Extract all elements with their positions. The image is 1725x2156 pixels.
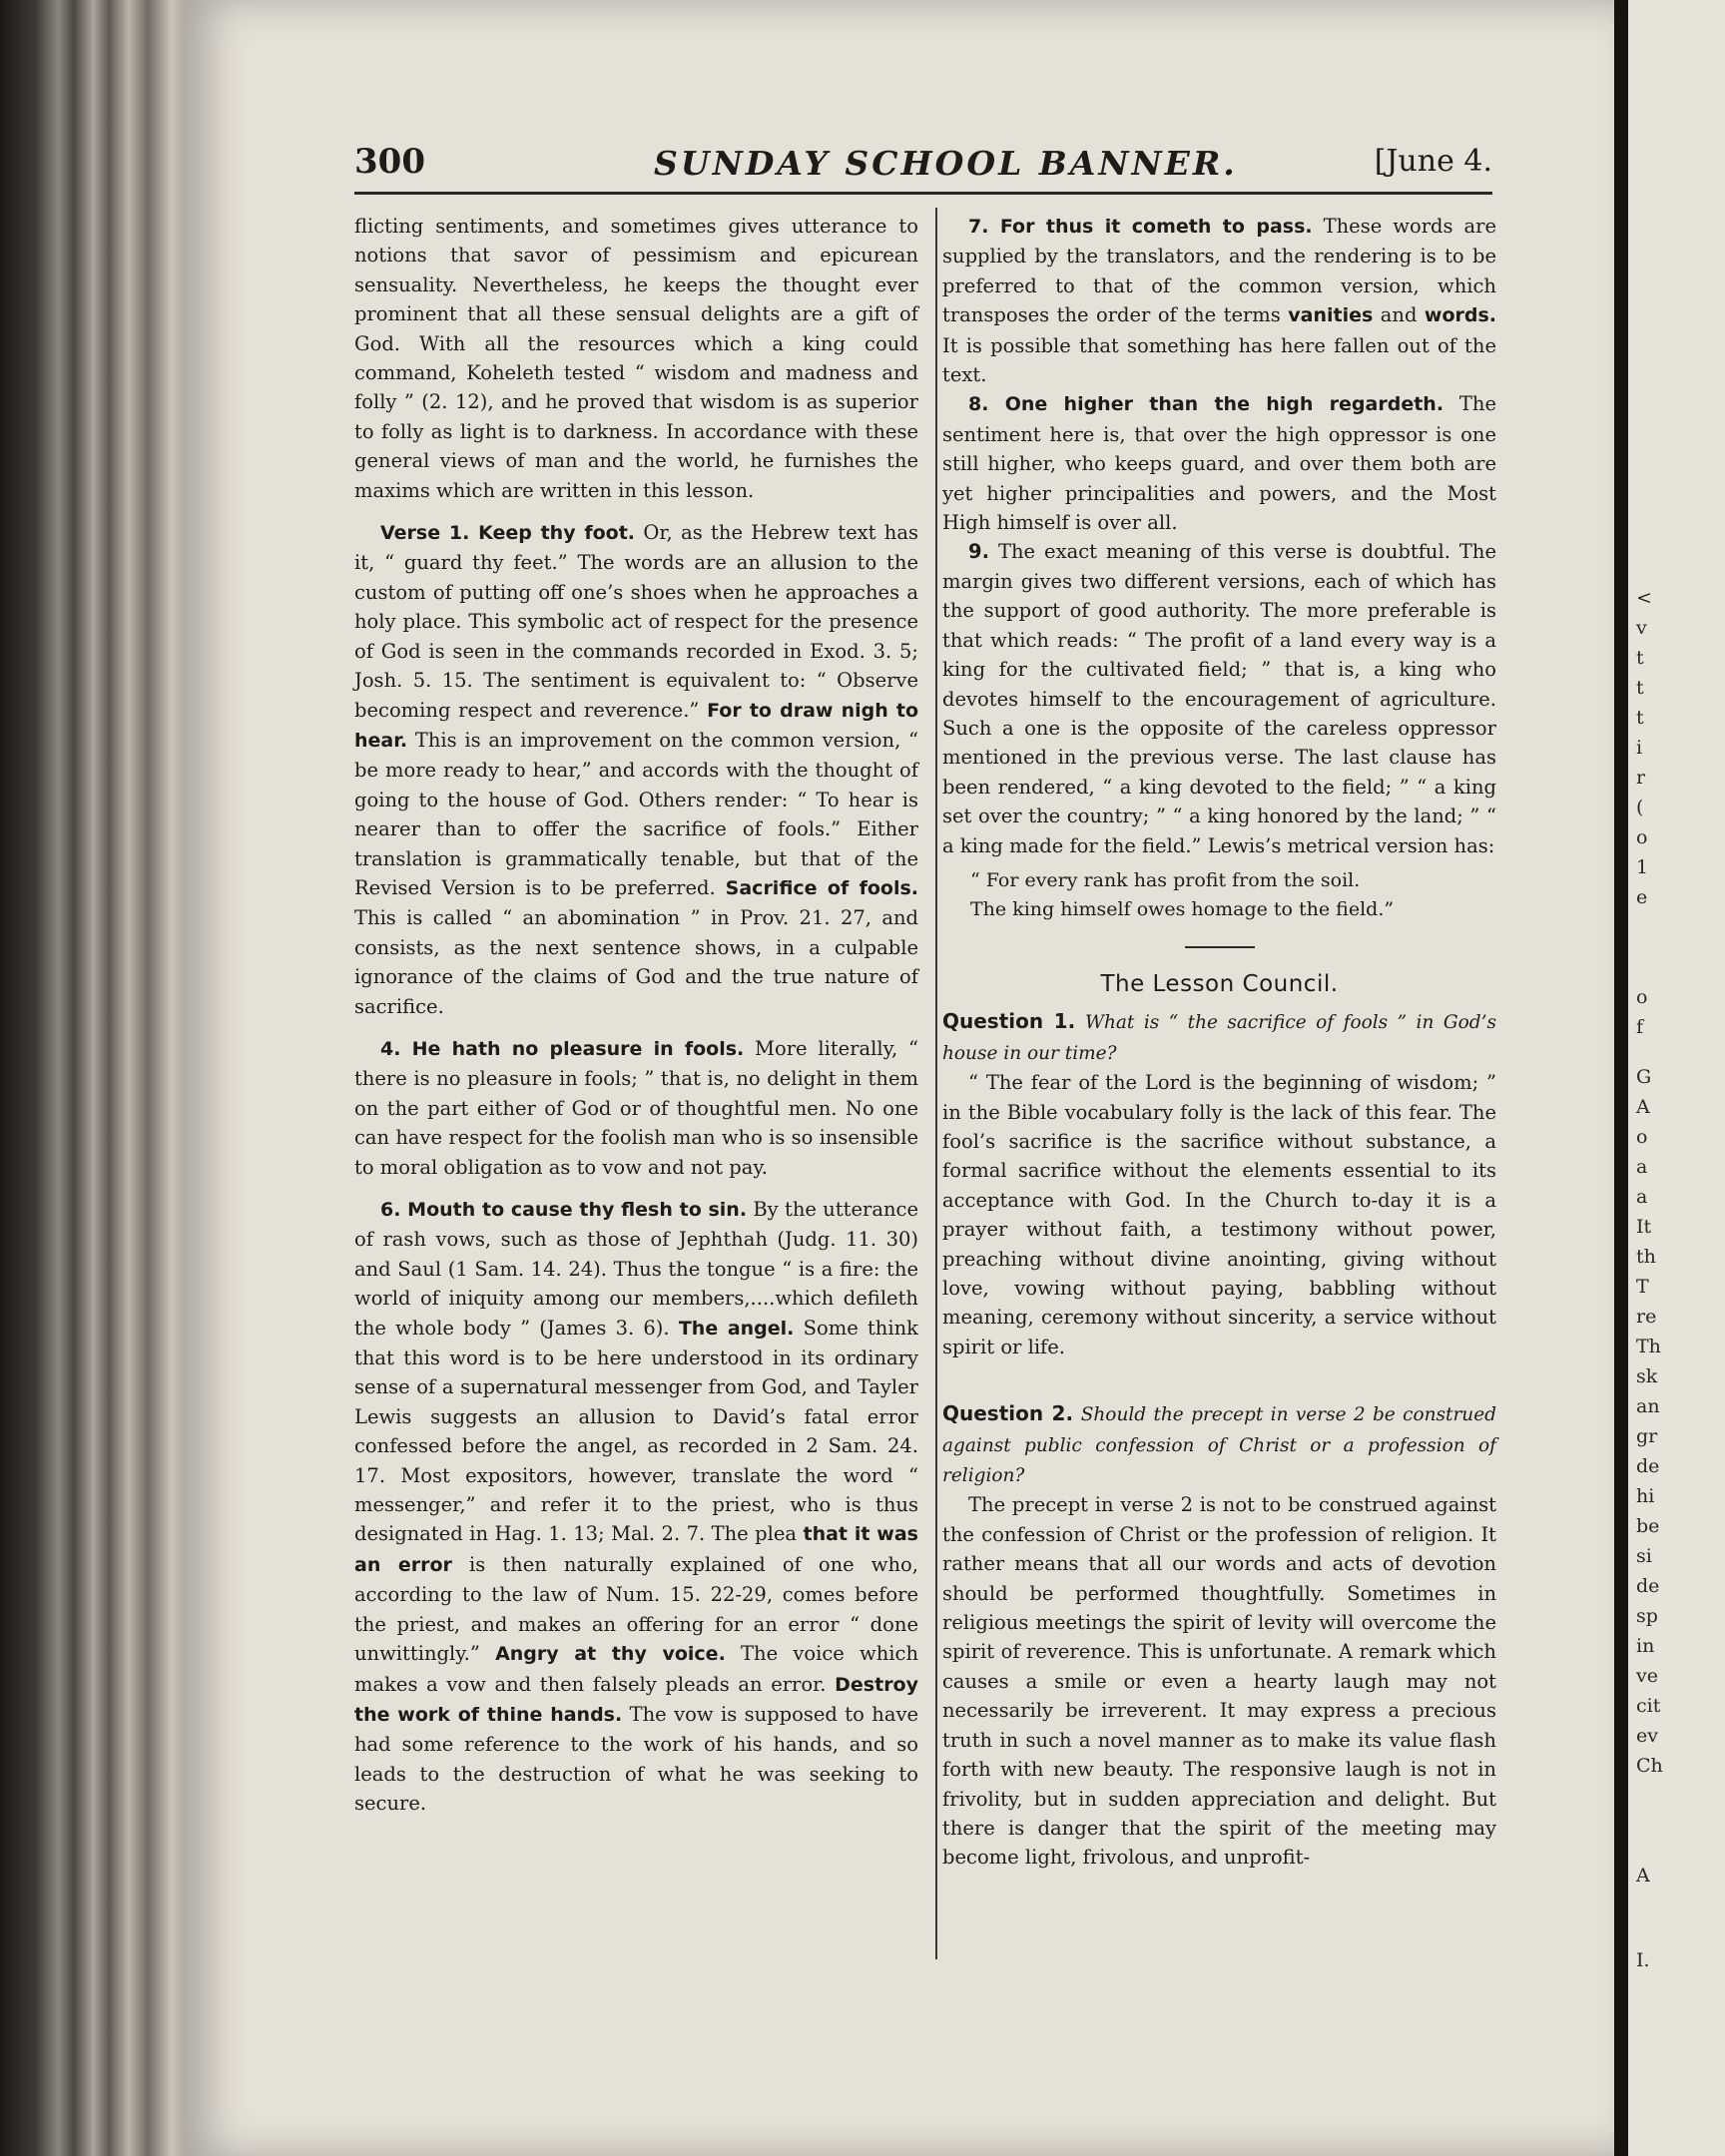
next-page-text-fragment: th [1636, 1246, 1656, 1268]
next-page-text-fragment: t [1636, 647, 1644, 669]
verse-heading: 4. He hath no pleasure in fools. [380, 1037, 745, 1060]
running-title: SUNDAY SCHOOL BANNER. [654, 144, 1238, 183]
next-page-text-fragment: ev [1636, 1725, 1658, 1747]
paragraph-verse-6: 6. Mouth to cause thy flesh to sin. By the utterance of rash vows, such as those of Jephthah (Judg. 11. 30) and Saul (1 Sam. 14. 24). Thus the tongue “ is a fire: the world of iniquity among our members,....which defileth the whole body ” (James 3. 6). The angel. Some think that this word is to be here understood in its ordinary sense of a supernatural messenger from God, and Tayler Lewis suggests an allusion to David’s fatal error confessed before the angel, as recorded in 2 Sam. 24. 17. Most expositors, however, translate the word “ messenger,” and refer it to the priest, who is thus designated in Hag. 1. 13; Mal. 2. 7. The plea that it was an error is then naturally explained of one who, according to the law of Num. 15. 22-29, comes before the priest, and makes an offering for an error “ done unwittingly.” Angry at thy voice. The voice which makes a vow and then falsely pleads an error. Destroy the work of thine hands. The vow is supposed to have had some reference to the work of his hands, and so leads to the destruction of what he was seeking to secure. [354, 1198, 919, 1816]
paragraph-verse-8: 8. One higher than the high regardeth. The sentiment here is, that over the high oppressor is one still higher, who keeps guard, and over them both are yet higher principalities and powers, and the Most High himself is over all. [942, 392, 1496, 535]
next-page-text-fragment: A [1636, 1096, 1650, 1118]
next-page-text-fragment: be [1636, 1515, 1660, 1537]
verse-heading: Verse 1. Keep thy foot. [380, 522, 636, 545]
page-gutter [1614, 0, 1628, 2156]
phrase-heading: Sacrifice of fools. [725, 876, 919, 899]
next-page-text-fragment: in [1636, 1635, 1655, 1657]
next-page-text-fragment: 1 [1636, 856, 1649, 878]
book-binding-edge [0, 0, 195, 2156]
phrase-heading: Destroy the work of thine hands. [354, 1673, 918, 1726]
next-page-text-fragment: A [1636, 1865, 1650, 1886]
section-rule [1185, 946, 1255, 948]
question-text: Should the precept in verse 2 be construed against public confession of Christ or a profession of religion? [942, 1404, 1496, 1487]
left-column [354, 212, 918, 1819]
paragraph-verse-9: 9. The exact meaning of this verse is doubtful. The margin gives two different versions, each of which has the support of good authority. The more preferable is that which reads: “ The profit of a land every way is a king for the cultivated field; ” that is, a king who devotes himself to the encouragement of agriculture. Such a one is the opposite of the careless oppressor mentioned in the previous verse. The last clause has been rendered, “ a king devoted to the field; ” “ a king set over the country; ” “ a king honored by the land; ” “ a king made for the field.” Lewis’s metrical version has: [942, 540, 1496, 857]
phrase-heading: that it was an error [354, 1523, 918, 1576]
next-page-text-fragment: de [1636, 1455, 1660, 1477]
next-page-text-fragment: a [1636, 1156, 1648, 1178]
page-header [354, 142, 1492, 187]
question-1-answer: “ The fear of the Lord is the beginning of wisdom; ” in the Bible vocabulary folly is the lack of this fear. The fool’s sacrifice is the sacrifice without substance, a formal sacrifice without the elements essential to its acceptance with God. In the Church to-day it is a prayer without faith, a testimony without power, preaching without divine anointing, giving without love, vowing without paying, babbling without meaning, ceremony without sincerity, a service without spirit or life. [942, 1071, 1496, 1358]
phrase-heading: The angel. [678, 1317, 795, 1340]
next-page-text-fragment: sp [1636, 1605, 1658, 1627]
next-page-text-fragment: si [1636, 1545, 1652, 1567]
term-heading: words. [1424, 304, 1496, 327]
next-page-text-fragment: v [1636, 617, 1647, 639]
next-page-text-fragment: T [1636, 1276, 1649, 1298]
next-page-text-fragment: o [1636, 1126, 1648, 1148]
next-page-text-fragment: de [1636, 1575, 1660, 1597]
next-page-text-fragment: Ch [1636, 1755, 1663, 1777]
next-page-text-fragment: cit [1636, 1695, 1661, 1717]
verse-heading: 6. Mouth to cause thy flesh to sin. [380, 1199, 748, 1221]
next-page-text-fragment: Th [1636, 1336, 1661, 1357]
next-page-text-fragment: t [1636, 707, 1644, 729]
next-page-text-fragment: e [1636, 886, 1648, 908]
header-rule [354, 192, 1492, 195]
paragraph-verse-4: 4. He hath no pleasure in fools. More literally, “ there is no pleasure in fools; ” that is, no delight in them on the part either of God or of thoughtful men. No one can have respect for the foolish man who is so insensible to moral obligation as to vow and not pay. [354, 1036, 918, 1179]
section-title: The Lesson Council. [1100, 970, 1339, 997]
verse-number: 9. [968, 540, 989, 564]
paragraph-verse-1: Verse 1. Keep thy foot. Or, as the Hebrew text has it, “ guard thy feet.” The words are an allusion to the custom of putting off one’s shoes when he approaches a holy place. This symbolic act of respect for the presence of God is seen in the commands recorded in Exod. 3. 5; Josh. 5. 15. The sentiment is equivalent to: “ Observe becoming respect and reverence.” For to draw nigh to hear. This is an improvement on the common version, “ be more ready to hear,” and accords with the thought of going to the house of God. Others render: “ To hear is nearer than to offer the sacrifice of fools.” Either translation is grammatically tenable, but that of the Revised Version is to be preferred. Sacrifice of fools. This is called “ an abomination ” in Prov. 21. 27, and consists, as the next sentence shows, in a culpable ignorance of the claims of God and the true nature of sacrifice. [354, 521, 919, 1018]
verse-heading: 7. For thus it cometh to pass. [968, 216, 1313, 238]
next-page-text-fragment: f [1636, 1016, 1644, 1038]
next-page-text-fragment: sk [1636, 1365, 1658, 1387]
next-page-text-fragment: re [1636, 1306, 1657, 1328]
next-page-text-fragment: ve [1636, 1665, 1658, 1687]
verse-heading: 8. One higher than the high regardeth. [968, 393, 1444, 416]
next-page-text-fragment: an [1636, 1395, 1660, 1417]
next-page-text-fragment: a [1636, 1186, 1648, 1208]
issue-date: [June 4. [1374, 144, 1492, 179]
question-label: Question 2. [942, 1401, 1074, 1426]
page-number: 300 [354, 142, 425, 182]
right-column [942, 212, 1496, 1873]
next-page-text-fragment: < [1636, 587, 1652, 609]
next-page-text-fragment: I. [1636, 1949, 1650, 1971]
next-page-text-fragment: o [1636, 986, 1648, 1008]
question-label: Question 1. [942, 1009, 1076, 1034]
next-page-edge [1628, 0, 1725, 2156]
verse-quote [942, 866, 1496, 924]
next-page-text-fragment: t [1636, 677, 1644, 699]
column-divider [935, 208, 937, 1959]
next-page-text-fragment: It [1636, 1216, 1652, 1238]
question-2-answer: The precept in verse 2 is not to be construed against the confession of Christ or the profession of religion. It rather means that all our words and acts of devotion should be performed thoughtfully. Sometimes in religious meetings the spirit of levity will overcome the spirit of reverence. This is unfortunate. A remark which causes a smile or even a hearty laugh may not necessarily be irreverent. It may express a precious truth in such a novel manner as to make its value flash forth with new beauty. The responsive laugh is not in frivolity, but in sudden appreciation and delight. But there is danger that the spirit of the meeting may become light, frivolous, and unprofit- [942, 1493, 1496, 1870]
verse-quote-line: The king himself owes homage to the field.” [970, 897, 1395, 920]
term-heading: vanities [1288, 304, 1374, 327]
next-page-text-fragment: r [1636, 767, 1646, 789]
verse-quote-line: “ For every rank has profit from the soil. [970, 868, 1361, 891]
next-page-text-fragment: hi [1636, 1485, 1655, 1507]
next-page-text-fragment: G [1636, 1066, 1652, 1088]
phrase-heading: For to draw nigh to hear. [354, 699, 918, 752]
phrase-heading: Angry at thy voice. [495, 1643, 726, 1666]
paragraph-intro: flicting sentiments, and sometimes gives utterance to notions that savor of pessimism and epicurean sensuality. Nevertheless, he keeps the thought ever prominent that all these sensual delights are a gift of God. With all the resources which a king could command, Koheleth tested “ wisdom and madness and folly ” (2. 12), and he proved that wisdom is as superior to folly as light is to darkness. In accordance with these general views of man and the world, he furnishes the maxims which are written in this lesson. [354, 215, 918, 502]
paragraph-verse-7: 7. For thus it cometh to pass. These words are supplied by the translators, and the rendering is to be preferred to that of the common version, which transposes the order of the terms vanities and words. It is possible that something has here fallen out of the text. [942, 215, 1496, 387]
question-text: What is “ the sacrifice of fools ” in God’s house in our time? [942, 1012, 1496, 1064]
next-page-text-fragment: o [1636, 826, 1648, 848]
next-page-text-fragment: ( [1636, 797, 1644, 818]
next-page-text-fragment: i [1636, 737, 1643, 759]
question-2-heading [942, 1399, 1496, 1490]
question-1-heading [942, 1007, 1496, 1068]
next-page-text-fragment: gr [1636, 1425, 1658, 1447]
